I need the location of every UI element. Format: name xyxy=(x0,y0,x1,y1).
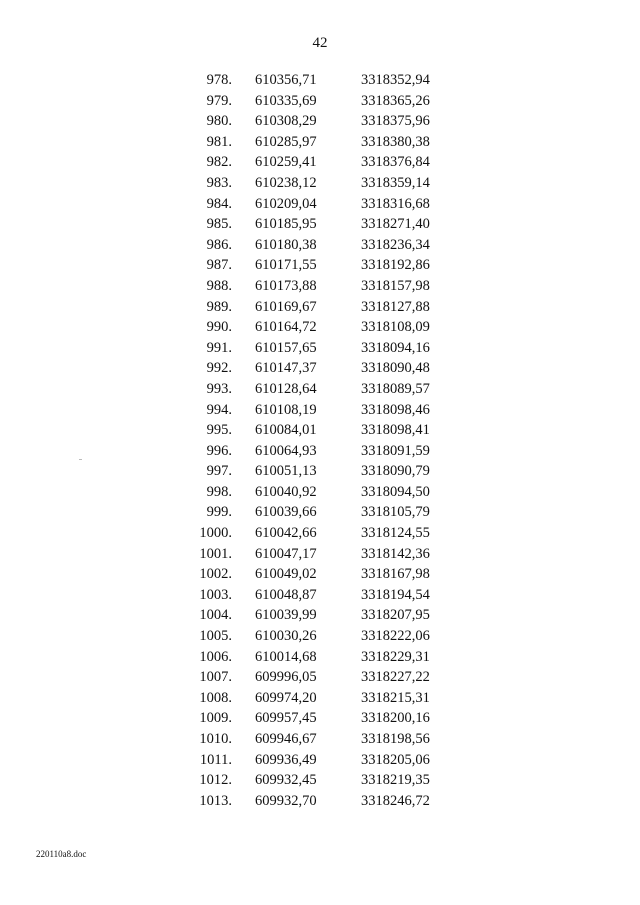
point-number: 998. xyxy=(206,483,232,500)
x-coordinate: 610030,26 xyxy=(255,628,317,645)
x-coordinate: 610180,38 xyxy=(255,236,317,253)
y-coordinate: 3318089,57 xyxy=(361,380,430,397)
y-coordinate: 3318090,79 xyxy=(361,463,430,480)
y-coordinate: 3318200,16 xyxy=(361,710,430,727)
y-coordinate: 3318094,50 xyxy=(361,483,430,500)
x-coordinate: 610356,71 xyxy=(255,72,317,88)
table-row xyxy=(0,441,640,462)
y-coordinate: 3318124,55 xyxy=(361,525,430,542)
table-row xyxy=(0,111,640,132)
point-number: 1009. xyxy=(199,710,232,727)
y-coordinate: 3318375,96 xyxy=(361,113,430,130)
table-row xyxy=(0,605,640,626)
table-row xyxy=(0,461,640,482)
point-number: 994. xyxy=(206,401,232,418)
point-number: 983. xyxy=(206,174,232,191)
x-coordinate: 610084,01 xyxy=(255,422,317,439)
point-number: 981. xyxy=(206,133,232,150)
x-coordinate: 610128,64 xyxy=(255,380,317,397)
x-coordinate: 610051,13 xyxy=(255,463,317,480)
x-coordinate: 609957,45 xyxy=(255,710,317,727)
y-coordinate: 3318094,16 xyxy=(361,339,430,356)
x-coordinate: 610040,92 xyxy=(255,483,317,500)
y-coordinate: 3318316,68 xyxy=(361,195,430,212)
table-row xyxy=(0,132,640,153)
table-row xyxy=(0,420,640,441)
point-number: 995. xyxy=(206,422,232,439)
point-number: 987. xyxy=(206,257,232,274)
point-number: 1001. xyxy=(199,545,232,562)
y-coordinate: 3318192,86 xyxy=(361,257,430,274)
x-coordinate: 610039,66 xyxy=(255,504,317,521)
y-coordinate: 3318157,98 xyxy=(361,277,430,294)
table-row xyxy=(0,297,640,318)
y-coordinate: 3318198,56 xyxy=(361,731,430,747)
point-number: 985. xyxy=(206,216,232,233)
table-row xyxy=(0,770,640,791)
coordinates-table xyxy=(0,70,640,811)
point-number: 996. xyxy=(206,442,232,459)
table-row xyxy=(0,214,640,235)
y-coordinate: 3318376,84 xyxy=(361,154,430,171)
point-number: 1012. xyxy=(199,772,232,789)
y-coordinate: 3318380,38 xyxy=(361,133,430,150)
point-number: 997. xyxy=(206,463,232,480)
x-coordinate: 610308,29 xyxy=(255,113,317,130)
table-row xyxy=(0,70,640,91)
x-coordinate: 610064,93 xyxy=(255,442,317,459)
y-coordinate: 3318246,72 xyxy=(361,792,430,809)
y-coordinate: 3318227,22 xyxy=(361,669,430,686)
x-coordinate: 610185,95 xyxy=(255,216,317,233)
y-coordinate: 3318215,31 xyxy=(361,689,430,706)
y-coordinate: 3318105,79 xyxy=(361,504,430,521)
x-coordinate: 609932,70 xyxy=(255,792,317,809)
table-row xyxy=(0,235,640,256)
point-number: 988. xyxy=(206,277,232,294)
point-number: 993. xyxy=(206,380,232,397)
table-row xyxy=(0,585,640,606)
x-coordinate: 610335,69 xyxy=(255,92,317,109)
y-coordinate: 3318365,26 xyxy=(361,92,430,109)
x-coordinate: 610173,88 xyxy=(255,277,317,294)
x-coordinate: 609932,45 xyxy=(255,772,317,789)
x-coordinate: 610014,68 xyxy=(255,648,317,665)
table-row xyxy=(0,750,640,771)
table-row xyxy=(0,173,640,194)
y-coordinate: 3318219,35 xyxy=(361,772,430,789)
x-coordinate: 609936,49 xyxy=(255,751,317,768)
y-coordinate: 3318236,34 xyxy=(361,236,430,253)
table-row xyxy=(0,544,640,565)
point-number: 979. xyxy=(206,92,232,109)
y-coordinate: 3318222,06 xyxy=(361,628,430,645)
point-number: 1011. xyxy=(199,751,232,768)
x-coordinate: 610169,67 xyxy=(255,298,317,315)
point-number: 1002. xyxy=(199,566,232,583)
table-row xyxy=(0,791,640,812)
y-coordinate: 3318359,14 xyxy=(361,174,430,191)
y-coordinate: 3318229,31 xyxy=(361,648,430,665)
table-row xyxy=(0,688,640,709)
x-coordinate: 610042,66 xyxy=(255,525,317,542)
y-coordinate: 3318098,41 xyxy=(361,422,430,439)
point-number: 1006. xyxy=(199,648,232,665)
x-coordinate: 610039,99 xyxy=(255,607,317,624)
x-coordinate: 610164,72 xyxy=(255,319,317,336)
x-coordinate: 610047,17 xyxy=(255,545,317,562)
point-number: 1003. xyxy=(199,586,232,603)
y-coordinate: 3318090,48 xyxy=(361,360,430,377)
point-number: 1005. xyxy=(199,628,232,645)
y-coordinate: 3318108,09 xyxy=(361,319,430,336)
x-coordinate: 610238,12 xyxy=(255,174,317,191)
table-row xyxy=(0,255,640,276)
x-coordinate: 610049,02 xyxy=(255,566,317,583)
x-coordinate: 610108,19 xyxy=(255,401,317,418)
x-coordinate: 609946,67 xyxy=(255,731,317,747)
table-row xyxy=(0,400,640,421)
y-coordinate: 3318207,95 xyxy=(361,607,430,624)
table-row xyxy=(0,379,640,400)
table-row xyxy=(0,276,640,297)
page-number: 42 xyxy=(312,35,328,51)
table-row xyxy=(0,482,640,503)
x-coordinate: 609996,05 xyxy=(255,669,317,686)
table-row xyxy=(0,152,640,173)
table-row xyxy=(0,626,640,647)
point-number: 1000. xyxy=(199,525,232,542)
point-number: 982. xyxy=(206,154,232,171)
table-row xyxy=(0,523,640,544)
table-row xyxy=(0,729,640,750)
y-coordinate: 3318142,36 xyxy=(361,545,430,562)
point-number: 992. xyxy=(206,360,232,377)
x-coordinate: 609974,20 xyxy=(255,689,317,706)
y-coordinate: 3318194,54 xyxy=(361,586,430,603)
point-number: 1013. xyxy=(199,792,232,809)
point-number: 980. xyxy=(206,113,232,130)
point-number: 991. xyxy=(206,339,232,356)
table-row xyxy=(0,194,640,215)
table-row xyxy=(0,502,640,523)
y-coordinate: 3318127,88 xyxy=(361,298,430,315)
y-coordinate: 3318091,59 xyxy=(361,442,430,459)
x-coordinate: 610157,65 xyxy=(255,339,317,356)
point-number: 1004. xyxy=(199,607,232,624)
point-number: 989. xyxy=(206,298,232,315)
point-number: 999. xyxy=(206,504,232,521)
point-number: 984. xyxy=(206,195,232,212)
x-coordinate: 610171,55 xyxy=(255,257,317,274)
y-coordinate: 3318167,98 xyxy=(361,566,430,583)
table-row xyxy=(0,91,640,112)
x-coordinate: 610259,41 xyxy=(255,154,317,171)
scan-speck xyxy=(79,459,82,460)
table-row xyxy=(0,564,640,585)
point-number: 986. xyxy=(206,236,232,253)
table-row xyxy=(0,358,640,379)
x-coordinate: 610285,97 xyxy=(255,133,317,150)
footer-filename: 220110a8.doc xyxy=(36,849,87,859)
point-number: 1007. xyxy=(199,669,232,686)
table-row xyxy=(0,647,640,668)
point-number: 1010. xyxy=(199,731,232,747)
table-row xyxy=(0,317,640,338)
point-number: 1008. xyxy=(199,689,232,706)
y-coordinate: 3318352,94 xyxy=(361,72,430,88)
y-coordinate: 3318271,40 xyxy=(361,216,430,233)
point-number: 990. xyxy=(206,319,232,336)
point-number: 978. xyxy=(206,72,232,88)
x-coordinate: 610147,37 xyxy=(255,360,317,377)
y-coordinate: 3318098,46 xyxy=(361,401,430,418)
y-coordinate: 3318205,06 xyxy=(361,751,430,768)
table-row xyxy=(0,667,640,688)
x-coordinate: 610209,04 xyxy=(255,195,317,212)
table-row xyxy=(0,338,640,359)
table-row xyxy=(0,708,640,729)
x-coordinate: 610048,87 xyxy=(255,586,317,603)
